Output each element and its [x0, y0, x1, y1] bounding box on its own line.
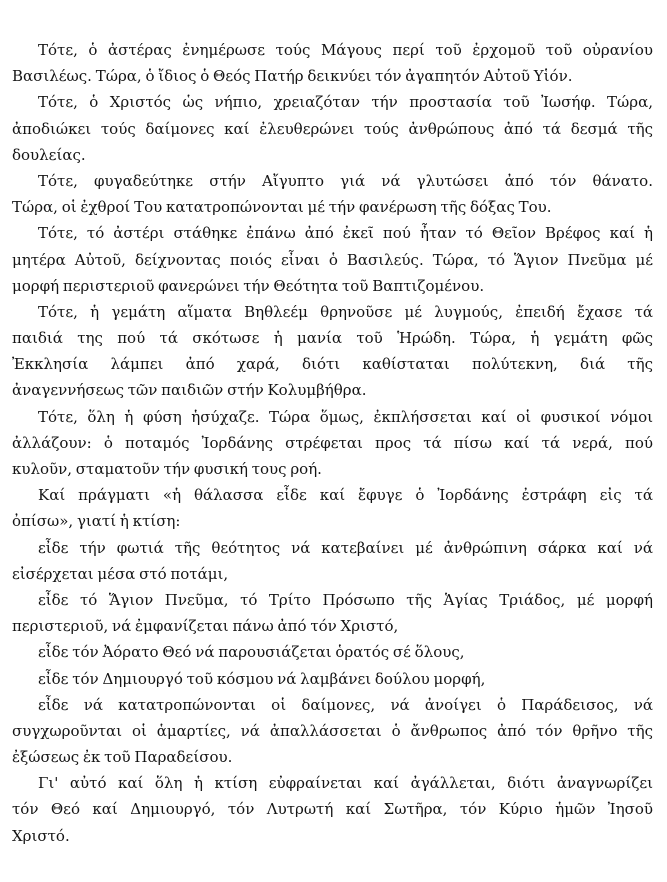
text-line: εἶδε τό Ἅγιον Πνεῦμα, τό Τρίτο Πρόσωπο τῆς Ἁγίας Τριάδος, μέ μορφή: [38, 590, 653, 609]
text-line: ἀλλάζουν: ὁ ποταμός Ἰορδάνης στρέφεται προς τά πίσω καί τά νερά, πού: [12, 433, 653, 452]
text-line: εἶδε τήν φωτιά τῆς θεότητος νά κατεβαίνει μέ ἀνθρώπινη σάρκα καί νά: [38, 538, 653, 557]
paragraph-3: [12, 168, 653, 220]
text-line: περιστεριοῦ, νά ἐμφανίζεται πάνω ἀπό τόν Χριστό,: [12, 617, 399, 636]
text-line: Τότε, ὁ ἀστέρας ἐνημέρωσε τούς Μάγους περί τοῦ ἐρχομοῦ τοῦ οὐρανίου: [38, 41, 653, 59]
text-line: εἶδε τόν Ἀόρατο Θεό νά παρουσιάζεται ὁρατός σέ ὅλους,: [38, 643, 465, 662]
text-line: μορφή περιστεριοῦ φανερώνει τήν Θεότητα τοῦ Βαπτιζομένου.: [12, 276, 485, 295]
paragraph-1: [12, 37, 653, 89]
text-line: συγχωροῦνται οἱ ἁμαρτίες, νά ἀπαλλάσσεται ὁ ἄνθρωπος ἀπό τόν θρῆνο τῆς: [12, 721, 653, 740]
paragraph-8: [12, 535, 653, 587]
text-line: παιδιά της πού τά σκότωσε ἡ μανία τοῦ Ἡρώδη. Τώρα, ἡ γεμάτη φῶς: [12, 329, 653, 348]
paragraph-10: [12, 639, 653, 665]
paragraph-12: [12, 692, 653, 771]
text-line: μητέρα Αὐτοῦ, δείχνοντας ποιός εἶναι ὁ Βασιλεύς. Τώρα, τό Ἅγιον Πνεῦμα μέ: [12, 250, 653, 269]
paragraph-7: [12, 482, 653, 534]
text-line: Ἐκκλησία λάμπει ἀπό χαρά, διότι καθίσταται πολύτεκνη, διά τῆς: [12, 355, 653, 374]
text-line: Τότε, φυγαδεύτηκε στήν Αἴγυπτο γιά νά γλυτώσει ἀπό τόν θάνατο.: [38, 171, 653, 190]
paragraph-4: [12, 220, 653, 299]
paragraph-2: [12, 89, 653, 168]
text-line: Τότε, ὁ Χριστός ὡς νήπιο, χρειαζόταν τήν προστασία τοῦ Ἰωσήφ. Τώρα,: [38, 93, 653, 112]
paragraph-13: [12, 770, 653, 849]
text-line: Τώρα, οἱ ἐχθροί Του κατατροπώνονται μέ τήν φανέρωση τῆς δόξας Του.: [12, 198, 552, 217]
paragraph-6: [12, 404, 653, 483]
paragraph-5: [12, 299, 653, 404]
text-line: Βασιλέως. Τώρα, ὁ ἴδιος ὁ Θεός Πατήρ δεικνύει τόν ἀγαπητόν Αὐτοῦ Υἱόν.: [12, 67, 573, 86]
text-line: Τότε, ἡ γεμάτη αἵματα Βηθλεέμ θρηνοῦσε μέ λυγμούς, ἐπειδή ἔχασε τά: [38, 302, 653, 321]
text-line: ἐξώσεως ἐκ τοῦ Παραδείσου.: [12, 748, 233, 767]
text-line: Τότε, τό ἀστέρι στάθηκε ἐπάνω ἀπό ἐκεῖ πού ἦταν τό Θεῖον Βρέφος καί ἡ: [38, 224, 653, 243]
text-line: ἀποδιώκει τούς δαίμονες καί ἐλευθερώνει τούς ἀνθρώπους ἀπό τά δεσμά τῆς: [12, 119, 653, 138]
text-line: κυλοῦν, σταματοῦν τήν φυσική τους ροή.: [12, 460, 322, 478]
text-line: εἶδε τόν Δημιουργό τοῦ κόσμου νά λαμβάνει δούλου μορφή,: [38, 669, 486, 688]
text-line: ἀναγεννήσεως τῶν παιδιῶν στήν Κολυμβήθρα.: [12, 381, 367, 400]
text-line: Τότε, ὅλη ἡ φύση ἡσύχαζε. Τώρα ὅμως, ἐκπλήσσεται καί οἱ φυσικοί νόμοι: [38, 407, 653, 426]
text-line: εἰσέρχεται μέσα στό ποτάμι,: [12, 564, 229, 583]
text-line: Καί πράγματι «ἡ θάλασσα εἶδε καί ἔφυγε ὁ Ἰορδάνης ἐστράφη εἰς τά: [38, 486, 653, 505]
text-line: Χριστό.: [12, 826, 70, 845]
text-line: τόν Θεό καί Δημιουργό, τόν Λυτρωτή καί Σωτῆρα, τόν Κύριο ἡμῶν Ἰησοῦ: [12, 800, 653, 819]
paragraph-9: [12, 587, 653, 639]
paragraph-11: [12, 666, 653, 692]
text-line: εἶδε νά κατατροπώνονται οἱ δαίμονες, νά ἀνοίγει ὁ Παράδεισος, νά: [38, 695, 653, 714]
text-line: ὀπίσω», γιατί ἡ κτίση:: [12, 512, 181, 531]
text-line: Γι' αὐτό καί ὅλη ἡ κτίση εὐφραίνεται καί ἀγάλλεται, διότι ἀναγνωρίζει: [38, 774, 653, 793]
text-line: δουλείας.: [12, 145, 86, 164]
